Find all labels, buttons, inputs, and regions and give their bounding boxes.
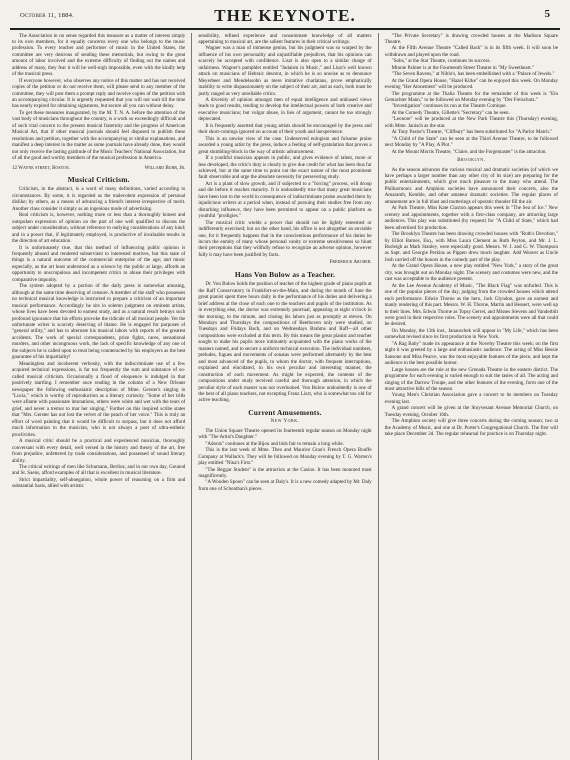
columns	[8, 33, 562, 760]
paragraph: "A Wooden Spoon" can be seen at Daly's. It is a new comedy adapted by Mr. Daly from one of Schonthan's pieces.	[198, 479, 372, 492]
paragraph: Criticism, in the abstract, is a word of many definitions, varied according to circumstances. By some, it is regarded as the malevolent expression of personal dislike; by others, as a means of advancing a friend's interest irrespective of merit. Another class consider it simply as an ingenious mode of advertising.	[12, 186, 186, 212]
paragraph: The musical critic wields a power that should not be lightly esteemed or indifferently exercised; but on the other hand, his office is not altogether an enviable one, for it frequently happens that in the conscientious performance of his duties he incurs the enmity of many whose personal vanity or extreme sensitiveness so blunt their perceptions that they willfully refuse to recognize an adverse opinion, however fully it may have been justified by facts.	[198, 219, 372, 258]
paragraph: "The Beggar Student" is the attraction at the Casino. It has been mounted most magnificently.	[198, 466, 372, 479]
column-1	[12, 33, 185, 760]
letter-signature: Willard Burr, Jr.	[144, 164, 186, 171]
paragraph: Real criticism is, however, nothing more or less than a thoroughly honest and outspoken expression of opinion on the part of one well qualified to discuss the subject under consideration, without reference to outlying considerations of any kind; and in a power that, if legitimately employed, is productive of invaluable results in the direction of art education.	[12, 212, 186, 245]
page-number: 5	[544, 8, 550, 20]
section-heading-new-york: New York.	[270, 419, 300, 425]
paragraph: Art is a plant of slow growth, and if subjected to a "forcing" process, will droop and die before it reaches maturity. It is undoubtedly true that many great musicians have been lost to the world in consequence of indiscriminate praise awarded them by injudicious writers at a period when, instead of pursuing their studies free from any disturbing influence, they have been permitted to appear on a public platform as youthful "prodigies."	[198, 180, 372, 220]
paragraph: The programme at the Thalia Theatre for the remainder of this week is "Ein Gemachter Mann," to be followed on Monday evening by "Der Freischutz."	[384, 90, 558, 104]
paragraph: "Investigation" continues its run at the Theatre Comique.	[391, 103, 507, 110]
paragraph: "Sobs," at the Star Theatre, continues its success.	[391, 58, 491, 65]
paragraph: "Adonis" continues at the Bijou and bids fair to remain a long while.	[205, 440, 344, 447]
column-3	[378, 33, 558, 760]
paragraph: It is unfortunately true, that this method of influencing public opinion is frequently abused and rendered subservient to interested motives, but this state of things is a natural outcome of the commercial enterprise of the age; and music especially, as the art least understood as a science by the public at large, affords an opportunity to unscrupulous and incompetent critics to abuse their privileges with comparative impunity.	[12, 244, 186, 283]
article-signature: Frederick Archer.	[329, 259, 372, 266]
masthead	[8, 6, 562, 28]
publication-title: THE KEYNOTE.	[214, 6, 356, 25]
paragraph: "The Seven Ravens," at Niblo's, has been embellished with a "Palace of Jewels."	[391, 71, 555, 78]
article-title-hans-von-bulow: Hans Von Bulow as a Teacher.	[234, 269, 336, 279]
paragraph: Minnie Palmer is at the Fourteenth Street Theatre in "My Sweetheart."	[391, 64, 535, 71]
paragraph: This is the last week of Mme. Theo and Maurice Grau's French Opera Bouffe Company at Wallack's. They will be followed on Monday evening by T. G. Warren's play entitled "Nina's First."	[198, 447, 372, 467]
paragraph: The Union Square Theatre opened its fourteenth regular season on Monday night with "The Artist's Daughter."	[198, 427, 372, 441]
paragraph: Meaningless and incoherent verbosity, with the indiscriminate use of a few acquired technical expressions, is far too frequently the sum and substance of so-called musical criticism. Occasionally a flood of eloquence is indulged in that positively startling. I remember once reading in the column of a New Orleans newspaper the following enthusiastic description of Mme. Gerster's singing in "Lucia," which is worthy of reproduction as a literary curiosity. "Some of her trills were aflame with passionate intonations, others were white and wet with the tears of grief, and never a tremor to mar her singing." Further on this inspired scribe states that "Mrs. Gerster has not lost the velvet of the peach of her voice." This is truly an effort of word painting that it would be difficult to surpass, but it does not afford much information to the musician, who is not always a poet of ultra-esthetic proclivities.	[12, 360, 186, 438]
letter-signoff	[12, 165, 185, 171]
paragraph: The system adopted by a portion of the daily press is somewhat amusing, although at the same time deserving of censure. A member of the staff who possesses no technical musical knowledge is instructed to prepare a criticism of an important musical performance. Accordingly he sits in solemn judgment on eminent artists, whose lives have been devoted to earnest study, and as a natural result betrays such profound ignorance that his efforts provoke the ridicule of all musical people. Yet the unfortunate writer is scarcely deserving of blame. He is engaged for purposes of "general utility," and has to alternate his musical labors with reports of the greatest accidents. The work of special correspondents, prize fights, races, sensational murders, and other incongruous work, the lack of specific knowledge of any one of the subjects he is called upon to treat being counteracted by his employers as the best guarantee of his impartiality!	[12, 283, 186, 361]
paragraph: At Park Theatre, Miss Kate Claxton appears this week in "The Sea of Ice." New scenery and appointments, together with a first-class company, are attracting large audiences. This play was substituted (by request) for "A Child of State," which had been advertised for production.	[384, 205, 558, 231]
paragraph: At the Comedy Theatre, Gillette's "Secretary" can be seen.	[391, 109, 510, 116]
article-title-current-amusements: Current Amusements.	[248, 407, 322, 417]
paragraph: Strict impartiality, self-abnegation, whole power of reasoning on a firm and substantial basis, allied with artistic	[12, 476, 186, 490]
paragraph: Young Men's Christian Association gave a concert to its members on Tuesday evening last.	[384, 392, 558, 405]
paragraph: A grand concert will be given at the Stuyvesant Avenue Memorial Church, on Tuesday evening, October 16th.	[384, 405, 558, 418]
paragraph: sensibility, refined experience and consummate knowledge of all matters appertaining to musical art, are the salient features in their critical writings.	[198, 32, 372, 45]
paragraph: At the Grand Opera House, a new play entitled "New York," a story of the great city, was brought out on Monday night. The scenery and costumes were new, and the cast was acceptable to the audience present.	[384, 263, 558, 283]
paragraph: The Brooklyn Theatre has been drawing crowded houses with "Ruth's Devotion," by Elliot Barnes, Esq., with Miss Laura Clement as Ruth Peyton, and Mr. J. L. Burleigh as Mark Stanley, were especially good. Messrs. W. J. and G. W. Thompson as Sapt. and Georgie Perkins as Pippen drew much laughter. Add Weaver as Uncle Josh carried off the honors in the comedy part of the play.	[384, 231, 558, 263]
paragraph: Wagner was a man of immense genius, but his judgment was so warped by the influence of his own personality and unjustifiable prejudices, that his opinions can scarcely be accepted with confidence. Liszt is also open to a similar charge of unfairness. Wagner's pamphlet entitled "Judaism in Music," and Liszt's well known attack on musicians of Hebraic descent, in which he is so unwise as to denounce Meyerbeer and Mendelssohn as mere imitative charlatans, prove emphatically inability to write dispassionately on the subject of their art, and as such, both must be justly ranged as very unreliable critics.	[198, 45, 372, 97]
paragraph: "Leonore" will be produced at the New Park Theatre this (Thursday) evening, with Mme. Janisch as the star.	[384, 116, 558, 129]
paragraph: A musical critic should be a practical and experienced musician, thoroughly conversant with every detail, well versed in the history and theory of the art, free from prejudice, unfettered by trade considerations, and possessed of sound literary ability.	[12, 438, 186, 464]
header-rule	[10, 28, 560, 30]
paragraph: This is an unwise view of the case. Undeserved eulogism and fulsome praise awarded a young artist by the press, induce a feeling of self-gratulation that proves a great stumbling-block in the way of artistic advancement.	[198, 135, 372, 155]
paragraph: Dr. Von Bulow holds the position of teacher of the highest grade of piano pupils at the Raff Conservatory in Frankfort-on-the-Main, and during the month of June the great pianist spent three hours daily in the performance of his duties and delivering a brief address at the close of each one to the teachers and pupils of the institution. As in everything else, the doctor was extremely punctual, appearing at eight o'clock in the morning, to the minute, and closing his labors just as promptly at eleven. On Mondays and Thursdays the compositions of Beethoven only were studied, on Tuesdays and Fridays Bach, and on Wednesdays Brahms and Raff—all other compositions were excluded at this term. By this means the great pianist and teacher sought to make his pupils more intimately acquainted with the piano works of the masters named, and to secure a uniform technical execution. The individual numbers, preludes, fugues and movements of sonatas were performed alternately by the best and most advanced of the pupils, to whom the doctor, with frequent interruptions, explained and elucidated, in his own peculiar and interesting manner, the construction of each movement. As might be expected, the contents of the compositions under study received careful and thorough attention, in which the peculiar style of each master was not overlooked. Von Bulow undoubtedly is one of the best of all piano teachers, not excepting Franz Liszt, who is somewhat too old for active teaching.	[198, 281, 372, 404]
paragraph: The Amphion society will give three concerts during the coming season; two at the Academy of Music, and one at Dr. Porter's Congregational Church. The first will take place December 2d. The regular rehearsal for practice is on Thursday night.	[384, 418, 558, 438]
paragraph: If a youthful musician appears in public, and gives evidence of talent, more or less developed, the critic's duty is clearly to give due credit for what has been thus far achieved, but at the same time to point out the exact nature of the most prominent fault observable and urge the absolute necessity for persevering study.	[198, 155, 372, 181]
paragraph: If everyone however, who observes any notice of this matter and has not received copies of the petition or do not receive them, will please send to any member of the committee, they will post them a prompt reply and receive copies of the petition with an accompanying circular. It is urgently requested that you will not wait till the time has nearly expired for obtaining signatures, but secure all you can without delay.	[12, 77, 186, 110]
article-title-musical-criticism: Musical Criticism.	[67, 175, 130, 185]
paragraph: "A Rag Baby" made its appearance at the Novelty Theatre this week; on the first night it was greeted by a large and enthusiastic audience. The acting of Miss Bessie Sansone and Miss Pearce, was the most enjoyable features of the piece, and kept the audience in the best possible humor.	[384, 340, 558, 367]
paragraph: It is frequently asserted that young artists should be encouraged by the press and their short-comings ignored on account of their youth and inexperience.	[198, 122, 372, 136]
paragraph: "The Private Secretary" is drawing crowded houses at the Madison Square Theatre.	[384, 32, 558, 45]
column-2	[191, 33, 371, 760]
paragraph: The critical writings of men like Schumann, Berlioz, and in our own day, Gounod and St. Saens, afford examples of all that is excellent in musical literature.	[12, 463, 186, 477]
paragraph: At the Mount Morris Theatre, "Claire, and the Forgemaster" is the attraction.	[391, 148, 547, 155]
paragraph: The Association in no sense regarded this measure as a matter of interest simply to its own members, for it equally concerns every one who belongs to the music profession. To every teacher and performer of music in the United States, the committee are very desirous of sending these memorials, but owing to the great amount of labor involved and the extreme difficulty of finding out the names and address of many, they fear it will be well-nigh impossible, even with the kindly help of the musical press.	[12, 32, 186, 78]
paragraph: At the Fifth Avenue Theatre "Called Back" is in its fifth week. It will soon be withdrawn and played upon the road.	[384, 45, 558, 58]
paragraph: As the season advances the various musical and dramatic societies (of which we have perhaps a larger number than any other city of its size) are preparing for the public entertainments, which give much pleasure to the many who attend. The Philharmonic and Amphion societies have announced their concerts, also the Amaranth, Kemble, and other amateur dramatic societies. The regular places of amusement are in full blast and mutterings of operatic thunder fill the air.	[384, 166, 558, 205]
paragraph: Large houses are the rule at the new Grenada Theatre in the eastern district. The programme for each evening is varied enough to suit the tastes of all. The acting and singing of the Darrow Troupe, and the other features of the evening, form one of the most attractive bills of the season.	[384, 366, 558, 392]
section-heading-brooklyn: Brooklyn.	[457, 158, 486, 164]
paragraph: On Monday, the 13th inst., Janauschek will appear in "My Life," which has been somewhat revised since its first production in New York.	[384, 327, 558, 341]
paragraph: At the Grand Opera House, "Hazel Kirke" can be enjoyed this week. On Monday evening "Her Atonement" will be produced.	[384, 77, 558, 91]
paragraph: At Tony Pastor's Theatre, "Clifbury" has been substituted for "A Parlor Match."	[391, 129, 553, 136]
issue-date: October 11, 1884.	[20, 12, 74, 19]
paragraph: "A Child of the State" can be seen at the Third Avenue Theatre, to be followed next Monday by "A Play, A Plot."	[384, 135, 558, 149]
paragraph: At the Lee Avenue Academy of Music, "The Black Flag" was unfurled. This is one of the popular pieces of the day, judging from the crowded houses which attend each performance. Edwin Thorne as the hero, Jack Glyndon, gave an earnest and manly rendering of this part. Messrs. W. H. Thorne, Martin and Hessert, were well up to their lines. Mrs. Edwin Thorne as Topsy Gerrel, and Misses Stevens and Vanderbilt were good in their respective roles. The scenery and appointments were all that could be desired.	[384, 282, 558, 328]
paragraph: A diversity of opinion amongst men of equal intelligence and unbiased views leads to good results, tending to develop the intellectual powers of both creative and executive musicians; but vulgar abuse, in lieu of argument, cannot be too strongly deprecated.	[198, 97, 372, 123]
paragraph: To get these measures inaugurated, by the M. T. N. A. before the attention of the vast body of musicians throughout the country, is a work so exceedingly difficult and of such vital concern to the present musical fraternity and the progress of American Musical Art, that if other musical journals should feel disposed to publish these resolutions and petition, together with the accompanying or similar explanations, and manifest a deep interest in the matter as some journals have already done, they would not only receive the lasting gratitude of the Music Teachers' National Association, but of all the good and worthy members of the musical profession in America.	[12, 109, 186, 162]
letter-address: 12 Wayne street, Boston.	[12, 164, 71, 171]
